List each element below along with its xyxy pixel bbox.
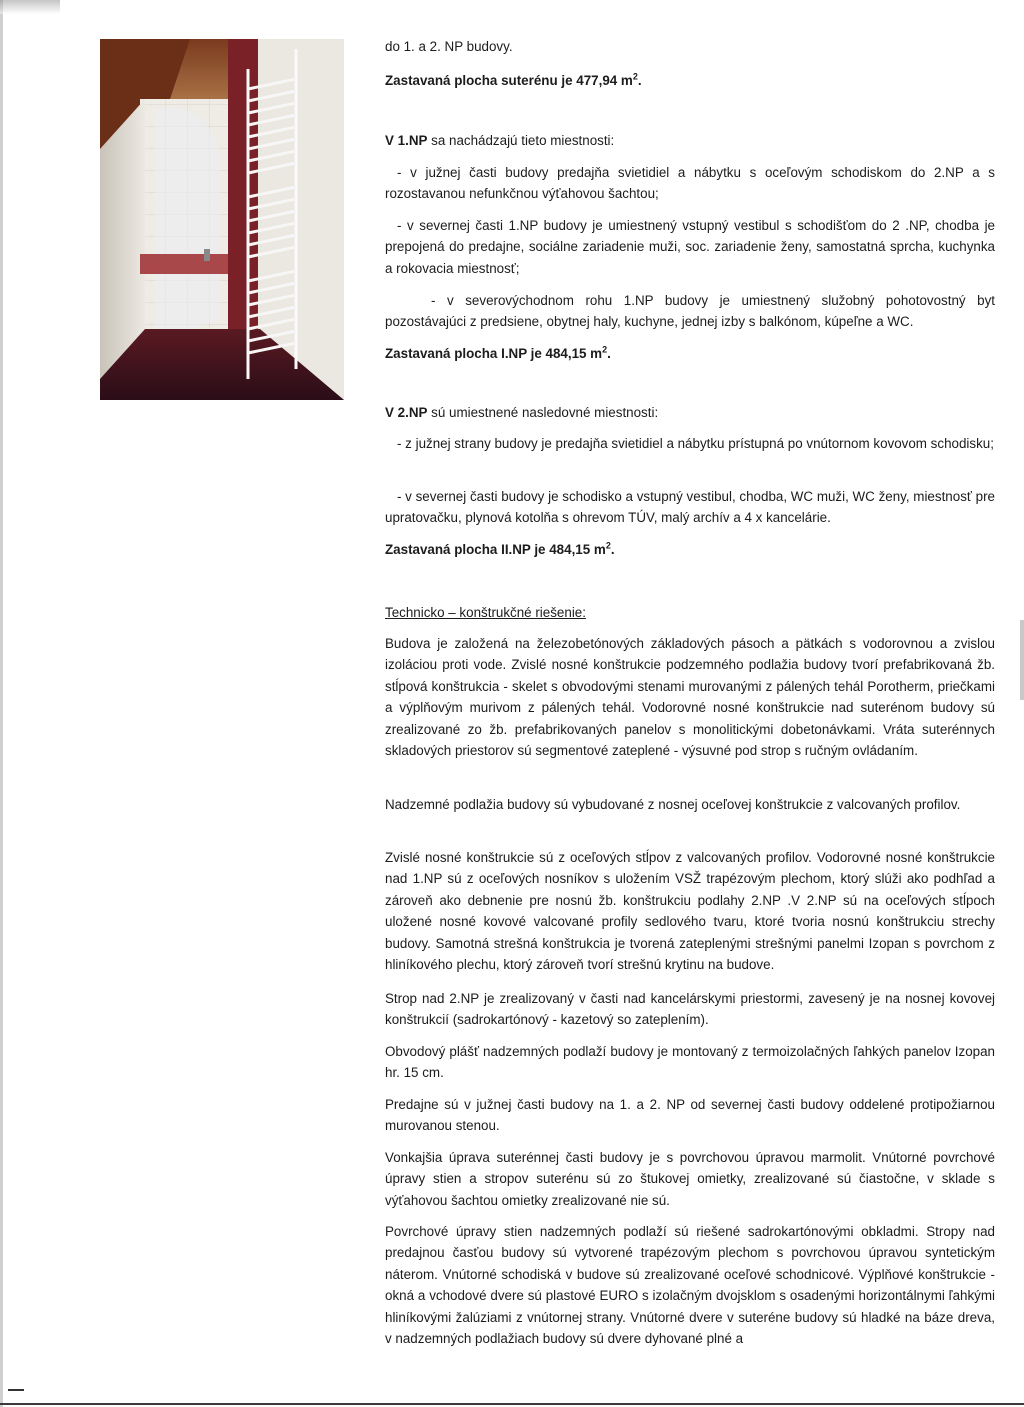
- basement-area-end: .: [637, 73, 642, 88]
- np2-area-line: [385, 539, 995, 560]
- scan-shadow-corner: [0, 0, 60, 14]
- scan-edge-left: [0, 0, 3, 1407]
- basement-area-sup: 2: [632, 71, 638, 82]
- basement-area-line: [385, 70, 995, 91]
- paragraph-vertical-structures: Zvislé nosné konštrukcie sú z oceľových stĺpov z valcovaných profilov. Vodorovné nosné konštrukcie nad 1.NP sú z oceľových nosníkov s uložením VSŽ trapézovým plechom, ktorý slúži ako podhľad a zároveň ako debnenie pre nosnú žb. konštrukciu podlahy 2.NP .V 2.NP sú na oceľových stĺpoch uložené nosné kovové valcované profily sedlového tvaru, ktoré tvoria nosnú konštrukciu strechy budovy. Samotná strešná konštrukcia je tvorená zateplenými strešnými panelmi Izopan s povrchom z hliníkového plechu, ktorý zároveň tvorí strešnú krytinu na budove.: [385, 850, 995, 973]
- basement-area-text: Zastavaná plocha suterénu je 477,94 m: [385, 73, 633, 88]
- np1-item-1: - v južnej časti budovy predajňa svietidiel a nábytku s oceľovým schodiskom do 2.NP a s rozostavanou nefunkčnou výťahovou šachtou;: [385, 165, 995, 202]
- paragraph-shops: Predajne sú v južnej časti budovy na 1. a 2. NP od severnej časti budovy oddelené protipožiarnou murovanou stenou.: [385, 1097, 995, 1134]
- np1-area-end: .: [607, 346, 611, 361]
- paragraph-surfaces-basement: Vonkajšia úprava suterénnej časti budovy je s povrchovou úpravou marmolit. Vnútorné povrchové úpravy stien a stropov suterénu sú zo štukovej omietky, zrealizované sú čiastočne, v sklade s výťahovou šachtou omietky zrealizované nie sú.: [385, 1150, 995, 1208]
- np2-area-sup: 2: [605, 540, 611, 551]
- np2-item-2: - v severnej časti budovy je schodisko a vstupný vestibul, chodba, WC muži, WC ženy, miestnosť pre upratovačku, plynová kotolňa s ohrevom TÚV, malý archív a 4 x kancelárie.: [385, 489, 995, 526]
- paragraph-foundation: Budova je založená na železobetónových základových pásoch a pätkách s vodorovnou a zvislou izoláciou proti vode. Zvislé nosné konštrukcie podzemného podlažia budovy tvorí prefabrikovaná žb. stĺpová konštrukcia - skelet s obvodovými stenami murovanými z pálených tehál Porotherm, priečkami a výplňovým murivom z pálených tehál. Vodorovné nosné konštrukcie nad suterénom budovy sú zrealizované zo žb. prefabrikovaných panelov s monolitickými dobetonávkami. Vráta suterénnych skladových priestorov sú segmentové zateplené - výsuvné pod strop s ručným ovládaním.: [385, 636, 995, 759]
- paragraph-ceiling: Strop nad 2.NP je zrealizovaný v časti nad kancelárskymi priestormi, zavesený je na nosnej kovovej konštrukcií (sadrokartónový - kazetový so zateplením).: [385, 991, 995, 1028]
- np1-item-2: - v severnej časti 1.NP budovy je umiestnený vstupný vestibul s schodišťom do 2 .NP, chodba je prepojená do predajne, sociálne zariadenie muži, soc. zariadenie ženy, samostatná sprcha, kuchynka a rokovacia miestnosť;: [385, 218, 995, 276]
- scan-edge-right: [1020, 620, 1024, 700]
- scan-edge-bottom: [0, 1403, 1024, 1405]
- np2-heading-rest: sú umiestnené nasledovné miestnosti:: [427, 405, 659, 420]
- np1-area-line: [385, 343, 995, 364]
- np1-heading-rest: sa nachádzajú tieto miestnosti:: [427, 133, 615, 148]
- np1-heading-bold: V 1.NP: [385, 133, 428, 148]
- tech-heading: Technicko – konštrukčné riešenie:: [385, 605, 586, 620]
- np2-area-end: .: [610, 542, 615, 557]
- np1-item-3: - v severovýchodnom rohu 1.NP budovy je umiestnený služobný pohotovostný byt pozostávajúci z predsiene, obytnej haly, kuchyne, jednej izby s balkónom, kúpeľne a WC.: [385, 293, 995, 330]
- bathroom-photo: [100, 39, 344, 400]
- scan-mark: [8, 1389, 24, 1391]
- paragraph-above-ground: Nadzemné podlažia budovy sú vybudované z nosnej oceľovej konštrukcie z valcovaných profilov.: [385, 797, 961, 812]
- np1-area-sup: 2: [602, 344, 608, 355]
- continuation-line: do 1. a 2. NP budovy.: [385, 39, 513, 54]
- paragraph-cladding: Obvodový plášť nadzemných podlaží budovy je montovaný z termoizolačných ľahkých panelov Izopan hr. 15 cm.: [385, 1044, 995, 1081]
- np1-area-text: Zastavaná plocha I.NP je 484,15 m: [385, 346, 603, 361]
- np2-heading: [385, 402, 995, 423]
- np2-area-text: Zastavaná plocha II.NP je 484,15 m: [385, 542, 606, 557]
- np2-heading-bold: V 2.NP: [385, 405, 428, 420]
- paragraph-surfaces-above: Povrchové úpravy stien nadzemných podlaží sú riešené sadrokartónovými obkladmi. Stropy nad predajnou časťou budovy sú vytvorené trapézovým plechom s povrchovou úpravou syntetickým náterom. Vnútorné schodiská v budove sú zrealizované oceľové schodnicové. Výplňové konštrukcie - okná a vchodové dvere sú plastové EURO s izolačným dvojsklom s osadenými horizontálnymi ľahkými hliníkovými žalúziami z vnútornej strany. Vnútorné dvere v suteréne budovy sú hladké na báze dreva, v nadzemných podlažiach budovy sú dvere dyhované plné a: [385, 1224, 995, 1347]
- np1-heading: [385, 130, 995, 151]
- np2-item-1: - z južnej strany budovy je predajňa svietidiel a nábytku prístupná po vnútornom kovovom schodisku;: [397, 436, 994, 451]
